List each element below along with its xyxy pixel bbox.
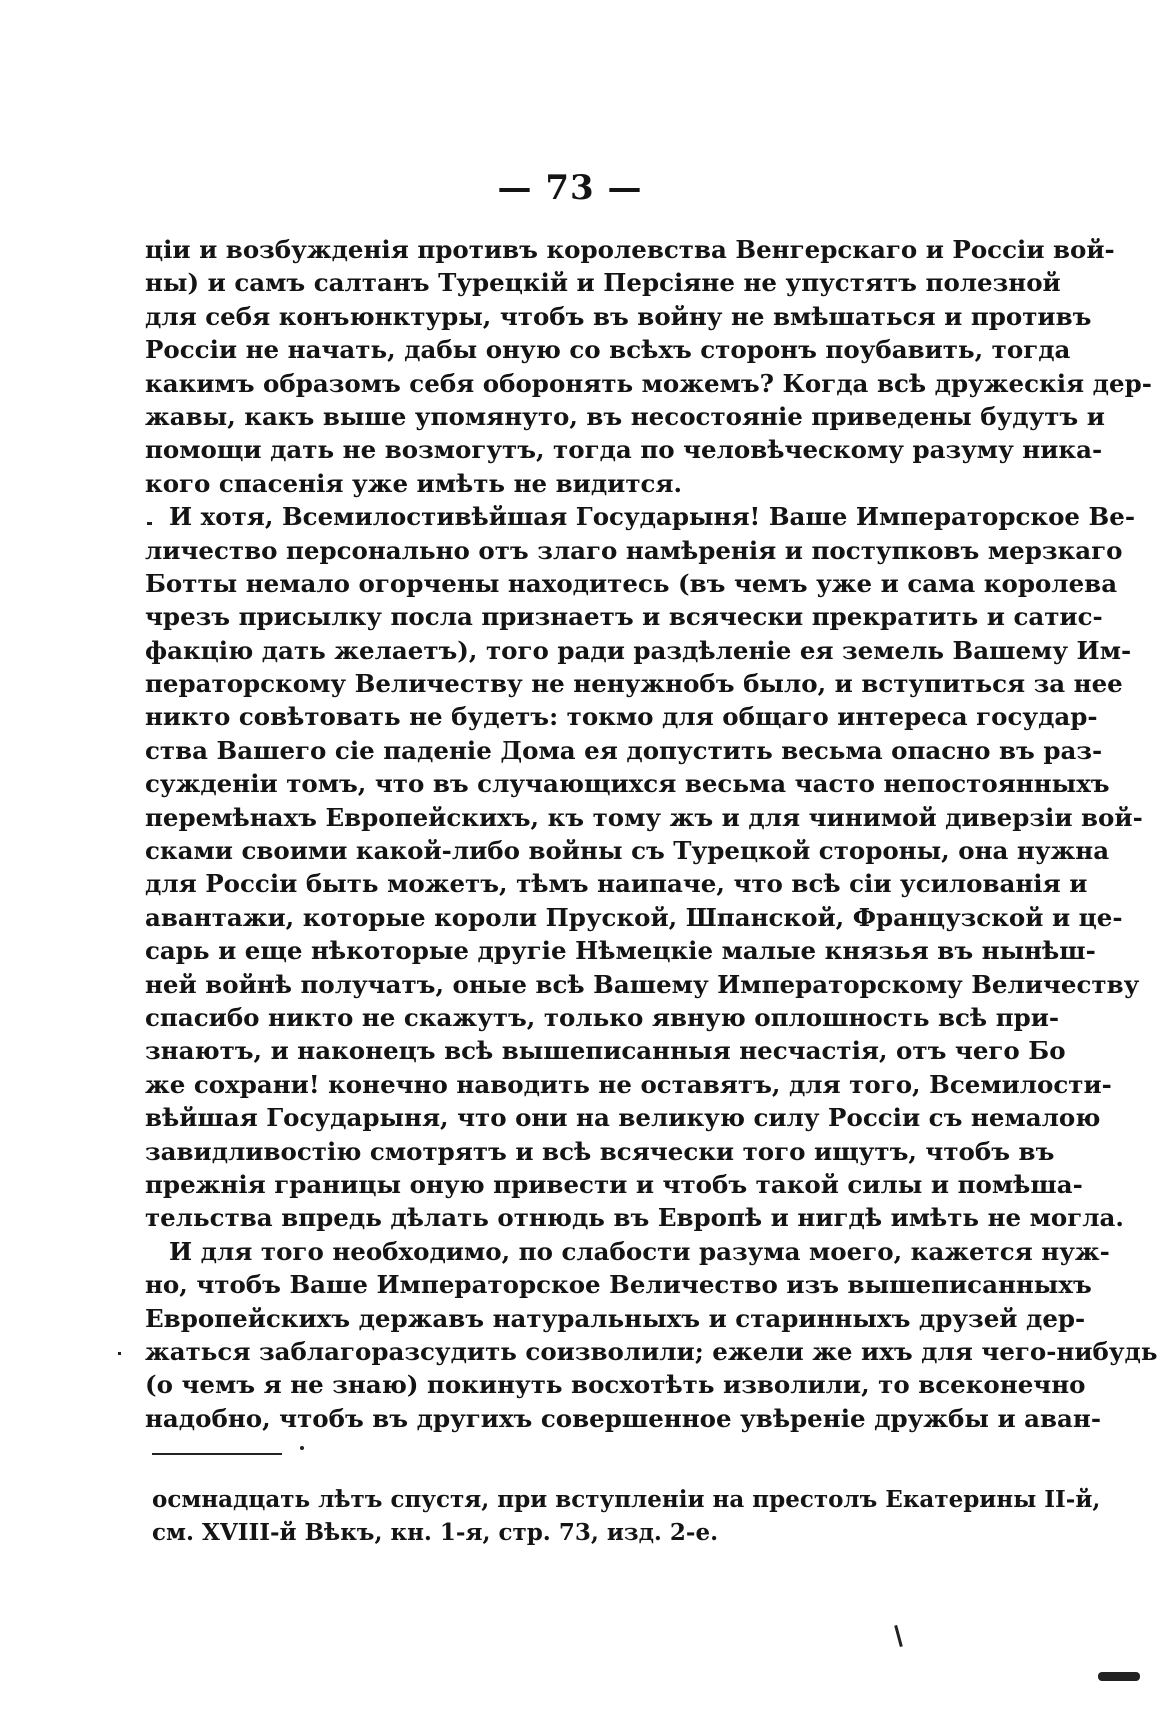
- text-line: ней войнѣ получатъ, оные всѣ Вашему Императорскому Величеству: [145, 969, 1140, 999]
- scan-speck: [894, 1625, 903, 1647]
- text-line: никто совѣтовать не будетъ: токмо для общаго интереса государ-: [145, 702, 1098, 732]
- text-line: личество персонально отъ злаго намѣренія и поступковъ мерзкаго: [145, 535, 1123, 565]
- text-line: авантажи, которые короли Пруской, Шпанской, Французской и це-: [145, 902, 1123, 932]
- text-line: жавы, какъ выше упомянуто, въ несостояніе приведены будутъ и: [145, 401, 1105, 431]
- text-line: спасибо никто не скажутъ, только явную оплошность всѣ при-: [145, 1002, 1060, 1032]
- page-number: — 73 —: [497, 168, 643, 208]
- text-line: тельства впредь дѣлать отнюдь въ Европѣ и нигдѣ имѣть не могла.: [145, 1203, 1124, 1233]
- text-line: сарь и еще нѣкоторые другіе Нѣмецкіе малые князья въ нынѣш-: [145, 936, 1096, 966]
- text-line: завидливостію смотрятъ и всѣ всячески того ищутъ, чтобъ въ: [145, 1136, 1055, 1166]
- text-line: сужденіи томъ, что въ случающихся весьма часто непостоянныхъ: [145, 769, 1110, 799]
- footnote-line: осмнадцать лѣтъ спустя, при вступленіи на престолъ Екатерины II-й,: [152, 1486, 1101, 1513]
- text-line: прежнія границы оную привести и чтобъ такой силы и помѣша-: [145, 1169, 1083, 1199]
- text-line: вѣйшая Государыня, что они на великую силу Россіи съ немалою: [145, 1103, 1101, 1133]
- text-line: надобно, чтобъ въ другихъ совершенное увѣреніе дружбы и аван-: [145, 1403, 1102, 1433]
- text-line: сками своими какой-либо войны съ Турецкой стороны, она нужна: [145, 836, 1110, 866]
- text-line: факцію дать желаетъ), того ради раздѣленіе ея земель Вашему Им-: [145, 635, 1132, 665]
- scan-speck: [1098, 1672, 1140, 1681]
- text-line: ператорскому Величеству не ненужнобъ было, и вступиться за нее: [145, 669, 1123, 699]
- text-line: кого спасенія уже имѣть не видится.: [145, 468, 683, 498]
- footnote-line: см. XVIII-й Вѣкъ, кн. 1-я, стр. 73, изд. 2-е.: [152, 1519, 719, 1546]
- text-line: чрезъ присылку посла признаетъ и всячески прекратить и сатис-: [145, 602, 1103, 632]
- text-line: перемѣнахъ Европейскихъ, къ тому жъ и для чинимой диверзіи вой-: [145, 802, 1143, 832]
- body-text: [145, 233, 1158, 1435]
- text-line: ны) и самъ салтанъ Турецкій и Персіяне не упустятъ полезной: [145, 268, 1061, 298]
- text-line: И для того необходимо, по слабости разума моего, кажется нуж-: [169, 1236, 1110, 1266]
- footnote-rule: [152, 1453, 282, 1455]
- text-line: но, чтобъ Ваше Императорское Величество изъ вышеписанныхъ: [145, 1270, 1092, 1300]
- scan-speck: [118, 1352, 121, 1355]
- text-line: для себя конъюнктуры, чтобъ въ войну не вмѣшаться и противъ: [145, 301, 1092, 331]
- text-line: же сохрани! конечно наводить не оставятъ, для того, Всемилости-: [145, 1069, 1112, 1099]
- footnote: [152, 1483, 1101, 1549]
- scan-speck: [147, 522, 152, 525]
- text-line: знаютъ, и наконецъ всѣ вышеписанныя несчастія, отъ чего Бо: [145, 1036, 1066, 1066]
- text-line: И хотя, Всемилостивѣйшая Государыня! Ваше Императорское Ве-: [169, 502, 1136, 532]
- text-line: ціи и возбужденія противъ королевства Венгерскаго и Россіи вой-: [145, 235, 1115, 264]
- text-line: Россіи не начать, дабы оную со всѣхъ сторонъ поубавить, тогда: [145, 335, 1071, 365]
- text-line: ства Вашего сіе паденіе Дома ея допустить весьма опасно въ раз-: [145, 735, 1103, 765]
- footnote-mark: [300, 1446, 304, 1450]
- text-line: для Россіи быть можетъ, тѣмъ наипаче, что всѣ сіи усилованія и: [145, 869, 1088, 899]
- text-line: Ботты немало огорчены находитесь (въ чемъ уже и сама королева: [145, 568, 1118, 598]
- text-line: Европейскихъ державъ натуральныхъ и старинныхъ друзей дер-: [145, 1303, 1086, 1333]
- text-line: (о чемъ я не знаю) покинуть восхотѣть изволили, то всеконечно: [145, 1370, 1086, 1400]
- text-line: жаться заблагоразсудить соизволили; ежели же ихъ для чего-нибудь: [145, 1336, 1158, 1366]
- text-line: какимъ образомъ себя оборонять можемъ? Когда всѣ дружескія дер-: [145, 368, 1152, 398]
- text-line: помощи дать не возмогутъ, тогда по человѣческому разуму ника-: [145, 435, 1103, 465]
